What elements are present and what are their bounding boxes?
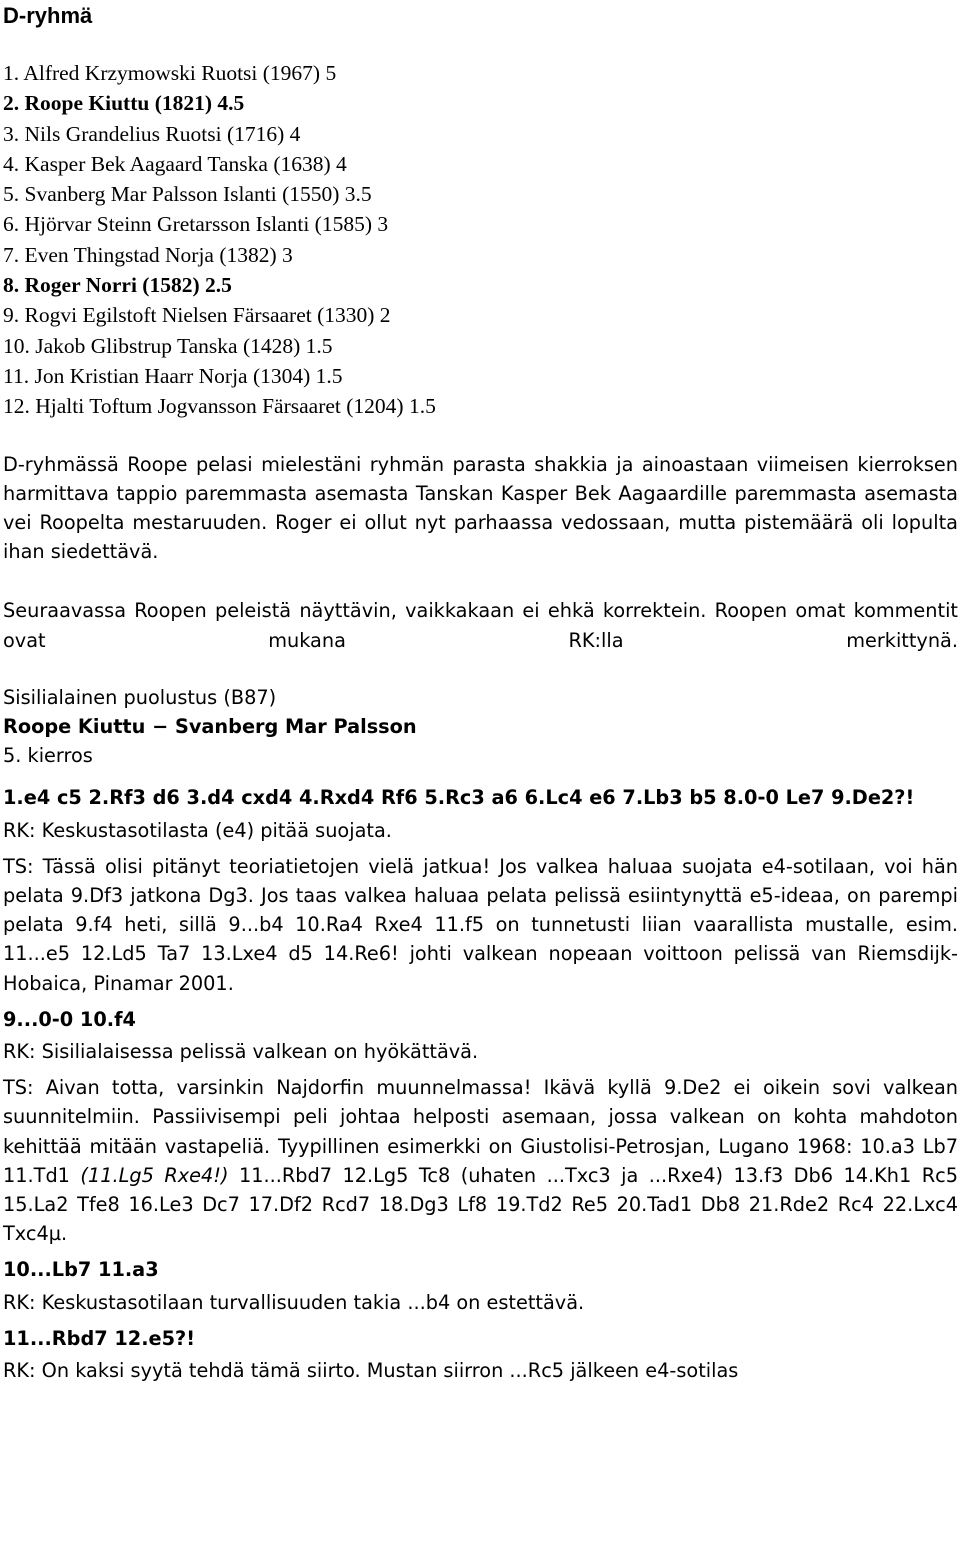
player-comment: RK: Keskustasotilaan turvallisuuden takia ...b4 on estettävä. — [3, 1290, 585, 1314]
opening-name: Sisilialainen puolustus (B87) — [3, 685, 277, 709]
annotator-comment: TS: Tässä olisi pitänyt teoriatietojen vielä jatkua! Jos valkea haluaa suojata e4-sotilaan, voi hän pelata 9.Df3 jatkona Dg3. Jos taas valkea haluaa pelata pelissä esiintynyttä e5-ideaa, on parempi pelata 9.f4 heti, sillä 9...b4 10.Ra4 Rxe4 11.f5 on tunnetusti liian vaarallista mustalle, esim. 11...e5 12.Ld5 Ta7 13.Lxe4 d5 14.Re6! johti valkean nopeaan voittoon pelissä van Riemsdijk-Hobaica, Pinamar 2001. — [3, 854, 958, 995]
standings-item: 7. Even Thingstad Norja (1382) 3 — [3, 242, 293, 267]
standings-item: 5. Svanberg Mar Palsson Islanti (1550) 3.5 — [3, 182, 372, 207]
standings-item: 1. Alfred Krzymowski Ruotsi (1967) 5 — [3, 61, 337, 85]
annotator-comment-text: 11...Rbd7 12.Lg5 Tc8 (uhaten ...Txc3 ja ...Rxe4) 13.f3 Db6 14.Kh1 Rc5 15.La2 Tfe8 16.Le3 Dc7 17.Df2 Rcd7 18.Dg3 Lf8 19.Td2 Re5 20.Tad1 Db8 21.Rde2 Rc4 22.Lxc4 Txc4µ. — [3, 1163, 958, 1246]
standings-item: 11. Jon Kristian Haarr Norja (1304) 1.5 — [3, 363, 343, 388]
standings-item: 8. Roger Norri (1582) 2.5 — [3, 273, 232, 298]
annotator-comment-text: TS: Aivan totta, varsinkin Najdorfin muunnelmassa! Ikävä kyllä 9.De2 ei oikein sovi valkean suunnitelmiin. Passiivisempi peli johtaa helposti asemaan, jossa valkean on kohta mahdoton kehittää mitään vastapeliä. Tyypillinen esimerkki on Giustolisi-Petrosjan, Lugano 1968: 10.a3 Lb7 11.Td1 — [3, 1076, 958, 1187]
game-round: 5. kierros — [3, 744, 93, 768]
game-moves: 1.e4 c5 2.Rf3 d6 3.d4 cxd4 4.Rxd4 Rf6 5.Rc3 a6 6.Lc4 e6 7.Lb3 b5 8.0-0 Le7 9.De2?! — [3, 786, 915, 810]
standings-item: 6. Hjörvar Steinn Gretarsson Islanti (1585) 3 — [3, 212, 389, 237]
standings-list — [3, 59, 958, 423]
group-summary-paragraph: D-ryhmässä Roope pelasi mielestäni ryhmän parasta shakkia ja ainoastaan viimeisen kierroksen harmittava tappio paremmasta asemasta Tanskan Kasper Bek Aagaardille paremmasta asemasta vei Roopelta mestaruuden. Roger ei ollut nyt parhaassa vedossaan, mutta pistemäärä oli lopulta ihan siedettävä. — [3, 452, 958, 564]
standings-item: 9. Rogvi Egilstoft Nielsen Färsaaret (1330) 2 — [3, 303, 391, 328]
annotator-comment-variation: (11.Lg5 Rxe4!) — [80, 1163, 229, 1187]
player-comment: RK: Sisilialaisessa pelissä valkean on hyökättävä. — [3, 1040, 479, 1064]
game-moves: 10...Lb7 11.a3 — [3, 1258, 159, 1282]
standings-item: 3. Nils Grandelius Ruotsi (1716) 4 — [3, 121, 301, 146]
page-title: D-ryhmä — [3, 3, 93, 28]
game-moves: 11...Rbd7 12.e5?! — [3, 1326, 196, 1350]
standings-item: 4. Kasper Bek Aagaard Tanska (1638) 4 — [3, 151, 347, 176]
intro-paragraph: Seuraavassa Roopen peleistä näyttävin, vaikkakaan ei ehkä korrektein. Roopen omat kommentit ovat mukana RK:lla merkittynä. — [3, 599, 958, 652]
player-comment: RK: On kaksi syytä tehdä tämä siirto. Mustan siirron ...Rc5 jälkeen e4-sotilas — [3, 1359, 739, 1383]
document-page — [3, 0, 958, 1385]
annotator-comment — [3, 1073, 958, 1248]
player-comment: RK: Keskustasotilasta (e4) pitää suojata. — [3, 818, 392, 842]
standings-item: 12. Hjalti Toftum Jogvansson Färsaaret (1204) 1.5 — [3, 394, 436, 419]
game-moves: 9...0-0 10.f4 — [3, 1007, 136, 1031]
game-players: Roope Kiuttu − Svanberg Mar Palsson — [3, 714, 417, 738]
standings-item: 2. Roope Kiuttu (1821) 4.5 — [3, 91, 245, 116]
standings-item: 10. Jakob Glibstrup Tanska (1428) 1.5 — [3, 333, 333, 358]
